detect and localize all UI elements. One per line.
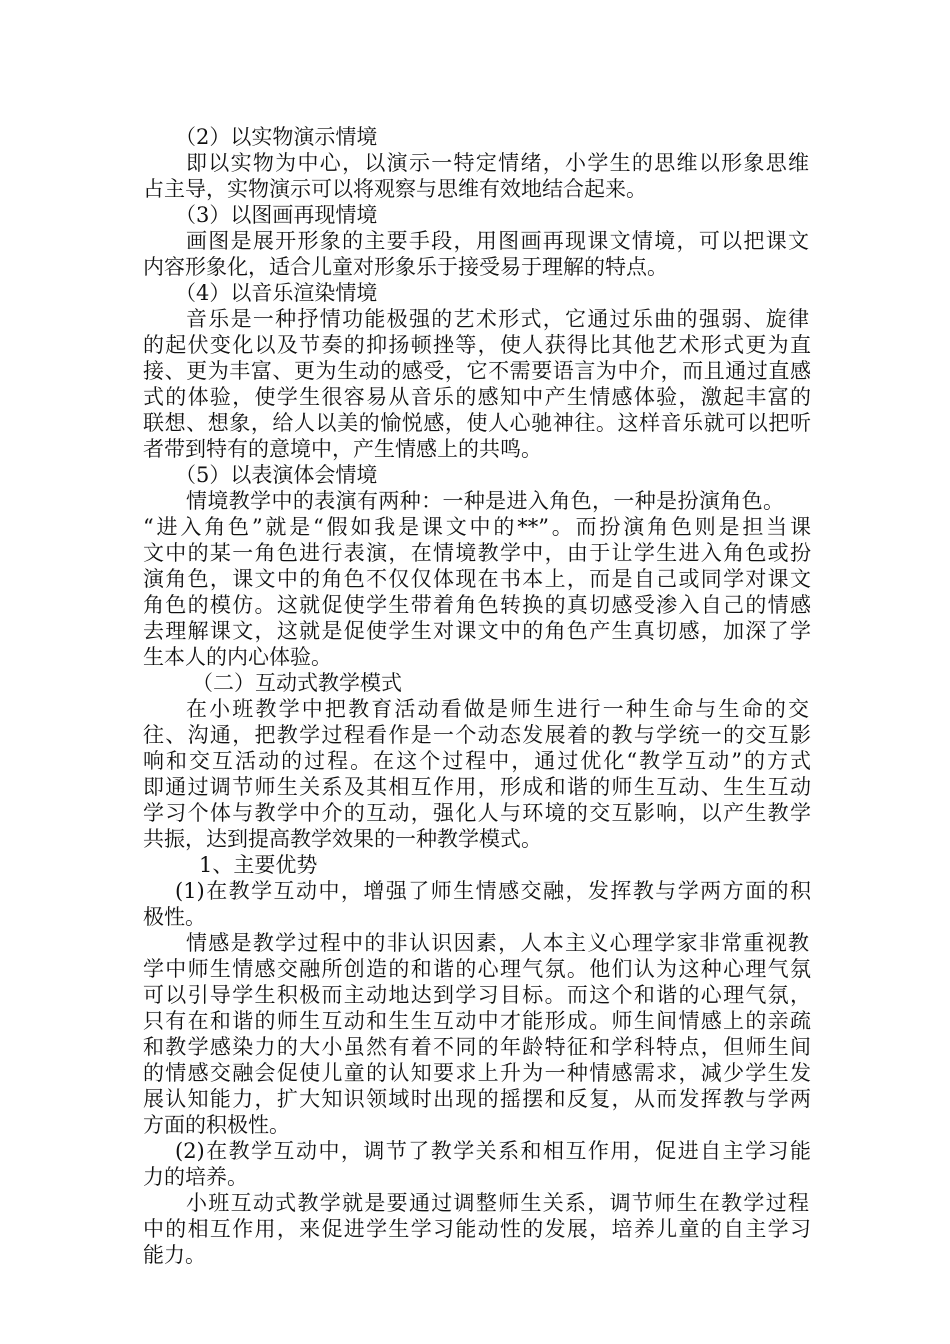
paragraph-line: 方面的积极性。 xyxy=(143,1113,290,1137)
paragraph-line: (1)在教学互动中，增强了师生情感交融，发挥教与学两方面的积 xyxy=(175,879,811,903)
paragraph-line: 力的培养。 xyxy=(143,1165,248,1189)
paragraph-line: 即通过调节师生关系及其相互作用，形成和谐的师生互动、生生互动 xyxy=(143,775,811,799)
paragraph-line: 学中师生情感交融所创造的和谐的心理气氛。他们认为这种心理气氛 xyxy=(143,957,811,981)
paragraph-line: 即以实物为中心，以演示一特定情绪，小学生的思维以形象思维 xyxy=(186,151,809,175)
paragraph-line: (2)在教学互动中，调节了教学关系和相互作用，促进自主学习能 xyxy=(175,1139,811,1163)
paragraph-line: 可以引导学生积极而主动地达到学习目标。而这个和谐的心理气氛， xyxy=(143,983,811,1007)
paragraph-line: 只有在和谐的师生互动和生生互动中才能形成。师生间情感上的亲疏 xyxy=(143,1009,811,1033)
paragraph-line: 联想、想象，给人以美的愉悦感，使人心驰神往。这样音乐就可以把听 xyxy=(143,411,811,435)
paragraph-line: 生本人的内心体验。 xyxy=(143,645,332,669)
paragraph-line: 往、沟通，把教学过程看作是一个动态发展着的教与学统一的交互影 xyxy=(143,723,811,747)
paragraph-line: 情境教学中的表演有两种：一种是进入角色，一种是扮演角色。 xyxy=(186,489,784,513)
paragraph-line: 画图是展开形象的主要手段，用图画再现课文情境，可以把课文 xyxy=(186,229,809,253)
paragraph-line: 的起伏变化以及节奏的抑扬顿挫等，使人获得比其他艺术形式更为直 xyxy=(143,333,811,357)
paragraph-line: 式的体验，使学生很容易从音乐的感知中产生情感体验，激起丰富的 xyxy=(143,385,811,409)
paragraph-line: 文中的某一角色进行表演，在情境教学中，由于让学生进入角色或扮 xyxy=(143,541,811,565)
heading-5-performance: （5）以表演体会情境 xyxy=(175,463,378,487)
paragraph-line: 能力。 xyxy=(143,1243,206,1267)
paragraph-line: 中的相互作用，来促进学生学习能动性的发展，培养儿童的自主学习 xyxy=(143,1217,811,1241)
paragraph-line: “进入角色”就是“假如我是课文中的**”。而扮演角色则是担当课 xyxy=(143,515,811,539)
paragraph-line: 者带到特有的意境中，产生情感上的共鸣。 xyxy=(143,437,542,461)
paragraph-line: 情感是教学过程中的非认识因素，人本主义心理学家非常重视教 xyxy=(186,931,809,955)
paragraph-line: 去理解课文，这就是促使学生对课文中的角色产生真切感，加深了学 xyxy=(143,619,811,643)
paragraph-line: 小班互动式教学就是要通过调整师生关系，调节师生在教学过程 xyxy=(186,1191,809,1215)
paragraph-line: 角色的模仿。这就促使学生带着角色转换的真切感受渗入自己的情感 xyxy=(143,593,811,617)
heading-3-pictures: （3）以图画再现情境 xyxy=(175,203,378,227)
paragraph-line: 接、更为丰富、更为生动的感受，它不需要语言为中介，而且通过直感 xyxy=(143,359,811,383)
paragraph-line: 共振，达到提高教学效果的一种教学模式。 xyxy=(143,827,542,851)
paragraph-line: 占主导，实物演示可以将观察与思维有效地结合起来。 xyxy=(143,177,647,201)
paragraph-line: 在小班教学中把教育活动看做是师生进行一种生命与生命的交 xyxy=(186,697,809,721)
paragraph-line: 演角色，课文中的角色不仅仅体现在书本上，而是自己或同学对课文 xyxy=(143,567,811,591)
paragraph-line: 内容形象化，适合儿童对形象乐于接受易于理解的特点。 xyxy=(143,255,668,279)
paragraph-line: 音乐是一种抒情功能极强的艺术形式，它通过乐曲的强弱、旋律 xyxy=(186,307,809,331)
paragraph-line: 展认知能力，扩大知识领域时出现的摇摆和反复，从而发挥教与学两 xyxy=(143,1087,811,1111)
subheading-main-advantages: 1、主要优势 xyxy=(199,853,318,877)
paragraph-line: 极性。 xyxy=(143,905,206,929)
paragraph-line: 的情感交融会促使儿童的认知要求上升为一种情感需求，减少学生发 xyxy=(143,1061,811,1085)
section-heading-interactive-teaching: （二）互动式教学模式 xyxy=(192,671,402,695)
heading-2-real-objects: （2）以实物演示情境 xyxy=(175,125,378,149)
paragraph-line: 和教学感染力的大小虽然有着不同的年龄特征和学科特点，但师生间 xyxy=(143,1035,811,1059)
heading-4-music: （4）以音乐渲染情境 xyxy=(175,281,378,305)
paragraph-line: 学习个体与教学中介的互动，强化人与环境的交互影响，以产生教学 xyxy=(143,801,811,825)
paragraph-line: 响和交互活动的过程。在这个过程中，通过优化“教学互动”的方式 xyxy=(143,749,811,773)
